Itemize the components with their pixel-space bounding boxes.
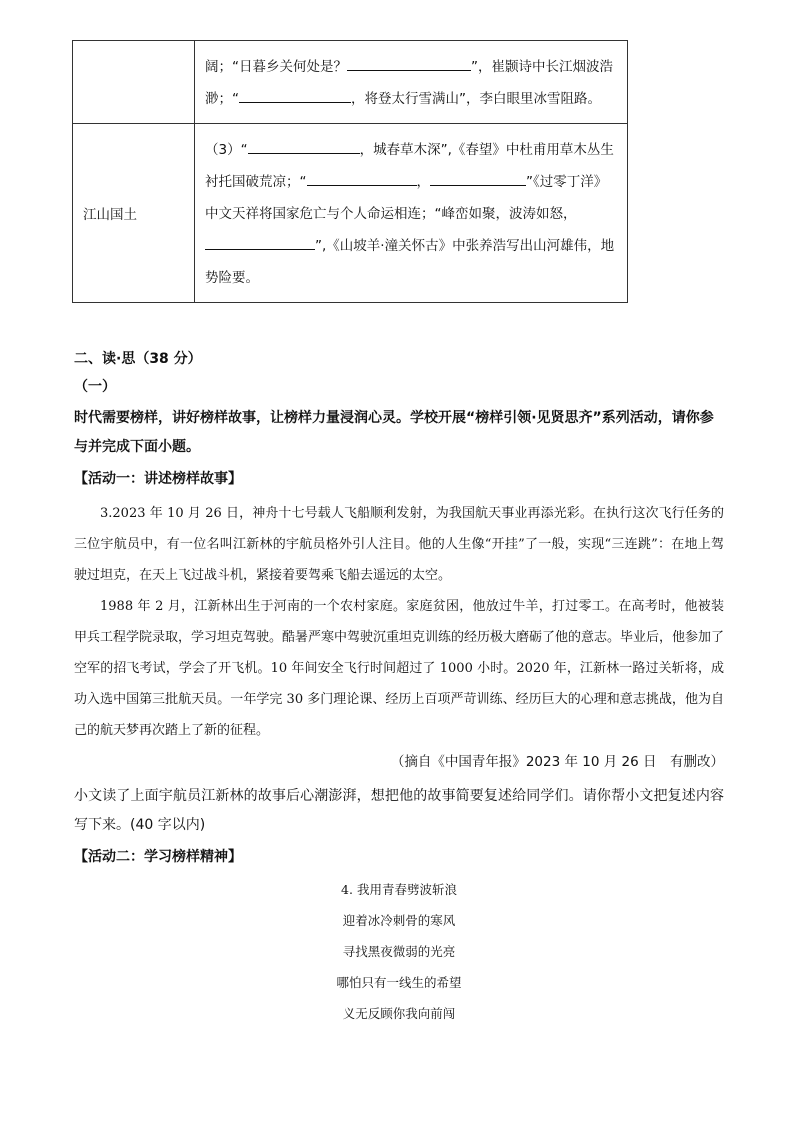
poem-line: 寻找黑夜微弱的光亮 — [342, 944, 456, 959]
fill-blank[interactable] — [307, 171, 417, 186]
question-prompt: 小文读了上面宇航员江新林的故事后心潮澎湃，想把他的故事简要复述给同学们。请你帮小文把复述内容写下来。(40 字以内) — [74, 788, 724, 833]
fill-blank[interactable] — [347, 56, 471, 71]
fill-blank[interactable] — [239, 88, 351, 103]
section-heading: 二、读·思（38 分） — [74, 351, 202, 367]
content-cell — [195, 41, 628, 124]
text-segment: 阔；“日暮乡关何处是？ — [205, 59, 347, 75]
story-paragraph: 3.2023 年 10 月 26 日，神舟十七号载人飞船顺利发射，为我国航天事业再添光彩。在执行这次飞行任务的三位宇航员中，有一位名叫江新林的宇航员格外引人注目。他的人生像“开挂”了一般，实现“三连跳”：在地上驾驶过坦克，在天上飞过战斗机，紧接着要驾乘飞船去遥远的太空。 — [74, 506, 724, 583]
activity-two-title: 【活动二：学习榜样精神】 — [74, 849, 242, 865]
fill-blank[interactable] — [248, 139, 360, 154]
fill-blank[interactable] — [430, 171, 526, 186]
text-segment: ”，崔颢诗中长江烟波浩渺；“ — [205, 59, 613, 107]
story-passage — [74, 498, 724, 746]
text-segment: （3）“ — [205, 142, 248, 158]
poem-line: 4. 我用青春劈波斩浪 — [341, 882, 457, 897]
fill-blank[interactable] — [205, 235, 315, 250]
text-segment: ”《过零丁洋》中文天祥将国家危亡与个人命运相连；“峰峦如聚，波涛如怒， — [205, 174, 608, 222]
text-segment: ， — [416, 174, 430, 190]
text-segment: ，城春草木深”,《春望》中杜甫用草木丛生衬托国破荒凉；“ — [205, 142, 614, 190]
source-citation: （摘自《中国青年报》2023 年 10 月 26 日 有删改） — [390, 754, 724, 770]
section-intro: 时代需要榜样，讲好榜样故事，让榜样力量浸润心灵。学校开展“榜样引领·见贤思齐”系列活动，请你参与并完成下面小题。 — [74, 410, 714, 455]
poem-line: 哪怕只有一线生的希望 — [336, 975, 462, 990]
text-segment: ”,《山坡羊·潼关怀古》中张养浩写出山河雄伟，地势险要。 — [205, 238, 615, 286]
poem-line: 义无反顾你我向前闯 — [342, 1006, 456, 1021]
text-segment: ，将登太行雪满山”，李白眼里冰雪阻路。 — [351, 91, 601, 107]
poem — [74, 874, 724, 1029]
table-row — [73, 124, 628, 303]
activity-one-title: 【活动一：讲述榜样故事】 — [74, 471, 242, 487]
category-cell: 江山国土 — [73, 124, 195, 303]
poem-line: 迎着冰冷刺骨的寒风 — [342, 913, 456, 928]
subsection-heading: （一） — [74, 379, 116, 395]
content-cell — [195, 124, 628, 303]
poetry-table — [72, 40, 628, 303]
table-row — [73, 41, 628, 124]
category-cell — [73, 41, 195, 124]
story-paragraph: 1988 年 2 月，江新林出生于河南的一个农村家庭。家庭贫困，他放过牛羊，打过零工。在高考时，他被装甲兵工程学院录取，学习坦克驾驶。酷暑严寒中驾驶沉重坦克训练的经历极大磨砺了他的意志。毕业后，他参加了空军的招飞考试，学会了开飞机。10 年间安全飞行时间超过了 1000 小时。2020 年，江新林一路过关斩将，成功入选中国第三批航天员。一年学完 30 多门理论课、经历上百项严苛训练、经历巨大的心理和意志挑战，他为自己的航天梦再次踏上了新的征程。 — [74, 599, 725, 738]
